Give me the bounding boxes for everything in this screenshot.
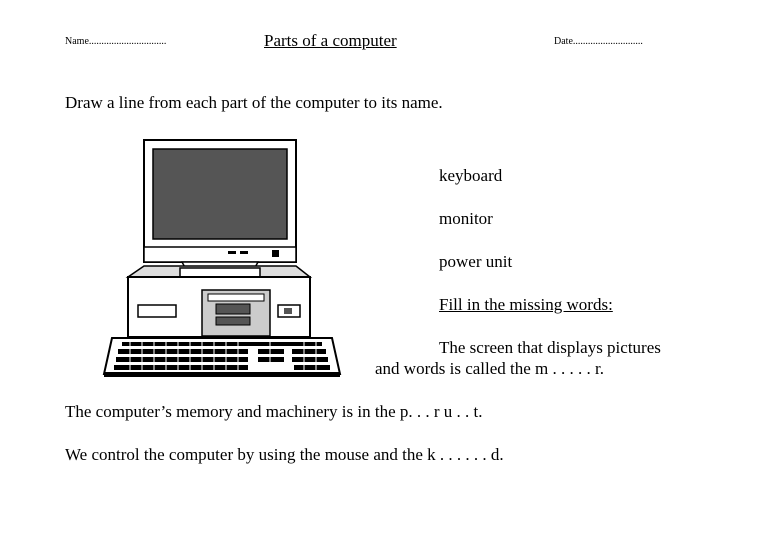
sentence-3: We control the computer by using the mouse and the k . . . . . . d. (65, 445, 504, 464)
sentence-1-line-1: The screen that displays pictures (439, 338, 661, 357)
label-power-unit: power unit (439, 252, 513, 271)
sentence-1-line-2: and words is called the m . . . . . r. (375, 359, 604, 378)
name-field: Name............................... (65, 36, 167, 47)
instruction-text: Draw a line from each part of the computer to its name. (65, 93, 443, 112)
label-monitor: monitor (439, 209, 493, 228)
computer-illustration (100, 138, 345, 380)
keyboard-icon (104, 338, 340, 377)
label-keyboard: keyboard (439, 166, 503, 185)
sentence-2: The computer’s memory and machinery is in the p. . . r u . . t. (65, 402, 483, 421)
fill-heading: Fill in the missing words: (439, 295, 613, 314)
system-unit-icon (128, 266, 310, 337)
monitor-icon (144, 140, 296, 275)
page-title: Parts of a computer (264, 31, 397, 50)
date-field: Date............................ (554, 36, 643, 47)
